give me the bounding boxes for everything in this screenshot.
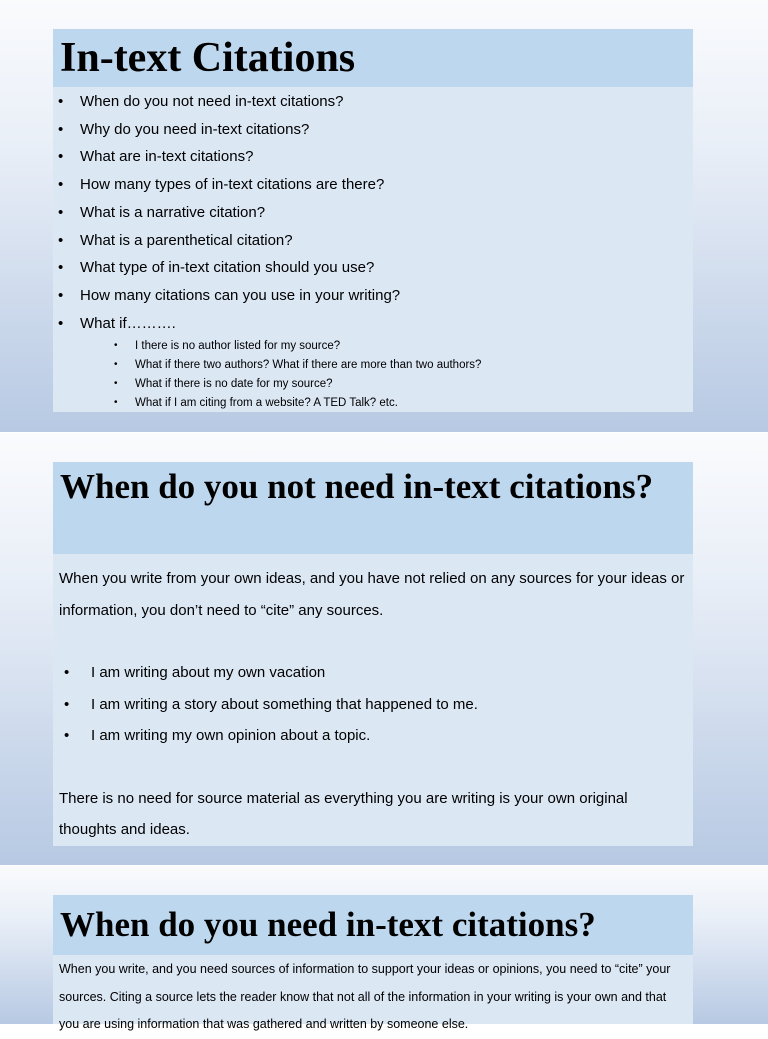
list-item: • I am writing a story about something that happened to me.	[59, 689, 687, 721]
list-item: • What if I am citing from a website? A TED Talk? etc.	[53, 394, 693, 413]
bullet-icon: •	[58, 120, 64, 138]
slide-2-title: When do you not need in-text citations?	[53, 462, 693, 554]
list-item: • What is a parenthetical citation?	[53, 227, 693, 255]
sub-question-list	[53, 337, 693, 412]
list-item: • How many citations can you use in your writing?	[53, 282, 693, 310]
list-item: • I there is no author listed for my source?	[53, 337, 693, 356]
bullet-icon: •	[58, 176, 64, 194]
bullet-icon: •	[58, 203, 64, 221]
intro-paragraph: When you write from your own ideas, and you have not relied on any sources for your ideas or information, you don’t need to “cite” any sources.	[59, 570, 685, 619]
list-item: • What is a narrative citation?	[53, 199, 693, 227]
list-item: • When do you not need in-text citations?	[53, 88, 693, 116]
slide-3-panel	[53, 895, 693, 1031]
bullet-icon: •	[114, 377, 118, 389]
bullet-icon: •	[64, 695, 70, 713]
slide-2-body	[53, 554, 693, 846]
list-item: • I am writing about my own vacation	[59, 657, 687, 689]
question-list	[53, 87, 693, 337]
slide-3-paragraph: When you write, and you need sources of information to support your ideas or opinions, you need to “cite” your sources. Citing a source lets the reader know that not all of the information in your writing is your own and that you are using information that was gathered and written by someone else.	[59, 962, 671, 1031]
slide-1-panel	[53, 29, 693, 412]
list-item: • What if……….	[53, 310, 693, 338]
bullet-icon: •	[58, 286, 64, 304]
bullet-icon: •	[114, 340, 118, 352]
slide-1-title: In-text Citations	[53, 29, 693, 87]
bullet-icon: •	[64, 727, 70, 744]
list-item: • What are in-text citations?	[53, 143, 693, 171]
bullet-icon: •	[58, 314, 64, 332]
example-list	[59, 657, 687, 752]
list-item: • I am writing my own opinion about a topic.	[59, 720, 687, 752]
bullet-icon: •	[58, 259, 64, 277]
bullet-icon: •	[58, 148, 64, 166]
list-item: • What if there is no date for my source?	[53, 375, 693, 394]
bullet-icon: •	[114, 396, 118, 408]
slide-2-panel	[53, 462, 693, 846]
bullet-icon: •	[64, 664, 70, 681]
slide-3-title: When do you need in-text citations?	[53, 895, 693, 955]
bullet-icon: •	[58, 93, 64, 110]
bullet-icon: •	[58, 231, 64, 249]
list-item: • Why do you need in-text citations?	[53, 116, 693, 144]
list-item: • What if there two authors? What if there are more than two authors?	[53, 356, 693, 375]
list-item: • How many types of in-text citations are there?	[53, 171, 693, 199]
bullet-icon: •	[114, 359, 118, 371]
conclusion-paragraph: There is no need for source material as everything you are writing is your own original thoughts and ideas.	[59, 789, 628, 838]
list-item: • What type of in-text citation should you use?	[53, 254, 693, 282]
